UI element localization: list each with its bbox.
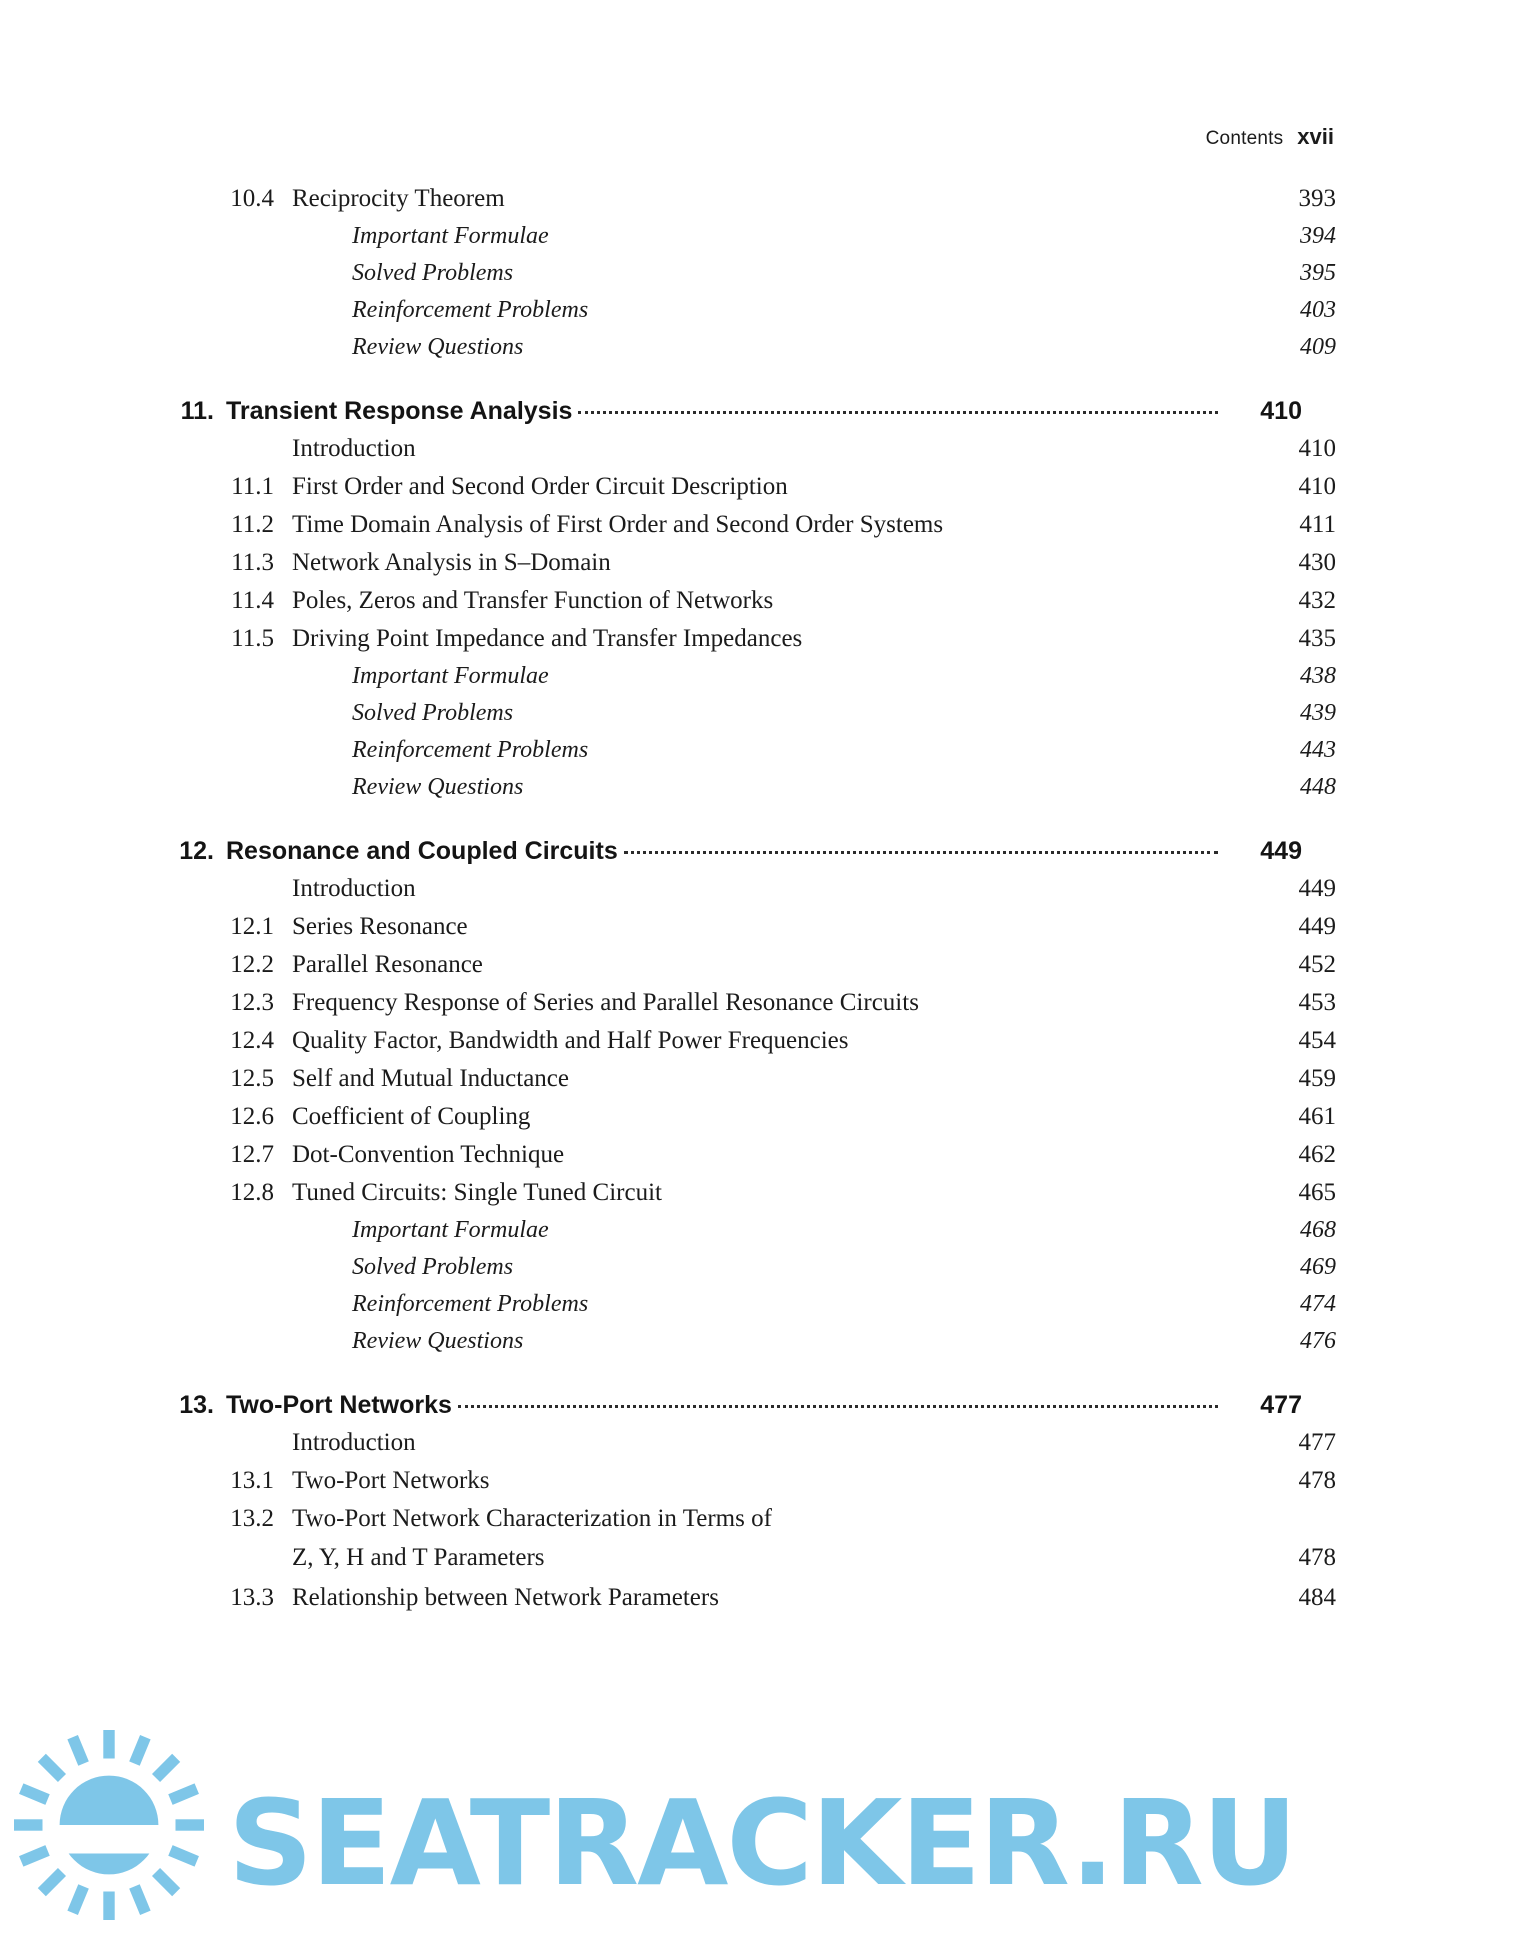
running-head-label: Contents [1205, 128, 1284, 149]
toc-section-title: Two-Port Networks [292, 1467, 490, 1494]
toc-section-number: 11.5 [231, 625, 274, 652]
spacer [523, 1347, 1264, 1348]
toc-page-number: 438 [1300, 663, 1336, 689]
toc-page-number: 410 [1260, 397, 1302, 425]
toc-page-number: 468 [1300, 1217, 1336, 1243]
spacer [505, 205, 1264, 206]
toc-section-title: First Order and Second Order Circuit Description [292, 473, 788, 500]
toc-subentry-title: Review Questions [352, 774, 524, 800]
toc-section-row[interactable] [196, 876, 1336, 901]
toc-page-number: 477 [1298, 1429, 1336, 1456]
toc-subentry-title: Review Questions [352, 334, 524, 360]
toc-section-title: Parallel Resonance [292, 951, 483, 978]
toc-section-title: Series Resonance [292, 913, 468, 940]
toc-page-number: 459 [1298, 1065, 1336, 1092]
spacer [919, 1009, 1264, 1010]
toc-section-title: Time Domain Analysis of First Order and Second Order Systems [292, 511, 944, 538]
spacer [849, 1047, 1264, 1048]
toc-subentry-title: Important Formulae [352, 223, 549, 249]
toc-section-title: Two-Port Network Characterization in Terms of [292, 1505, 772, 1532]
toc-section-number: 13.3 [230, 1584, 274, 1611]
toc-page-number: 478 [1298, 1467, 1336, 1494]
toc-section-row[interactable] [196, 1180, 1336, 1205]
toc-section-row[interactable] [196, 588, 1336, 613]
toc-section-title: Dot-Convention Technique [292, 1141, 565, 1168]
toc-subentry-row[interactable] [196, 775, 1336, 799]
toc-section-row[interactable] [196, 186, 1336, 211]
toc-chapter-row[interactable] [162, 1393, 1302, 1418]
spacer [416, 895, 1264, 896]
spacer [523, 793, 1264, 794]
toc-subentry-row[interactable] [196, 1218, 1336, 1242]
toc-page-number: 453 [1298, 989, 1336, 1016]
spacer [788, 493, 1264, 494]
spacer [611, 569, 1264, 570]
spacer [943, 531, 1264, 532]
toc-subentry-row[interactable] [196, 664, 1336, 688]
toc-subentry-row[interactable] [196, 1292, 1336, 1316]
spacer [569, 1085, 1264, 1086]
spacer [588, 316, 1264, 317]
watermark-text: SEATRACKER.RU [228, 1774, 1296, 1912]
toc-section-title: Quality Factor, Bandwidth and Half Power Frequencies [292, 1027, 849, 1054]
toc-page-number: 435 [1298, 625, 1336, 652]
toc-subentry-title: Solved Problems [352, 700, 514, 726]
toc-chapter-title: Two-Port Networks [226, 1391, 452, 1419]
toc-page-number: 410 [1298, 435, 1336, 462]
toc-subentry-row[interactable] [196, 1329, 1336, 1353]
toc-page-number: 484 [1298, 1584, 1336, 1611]
toc-subentry-title: Important Formulae [352, 663, 549, 689]
toc-page-number: 469 [1300, 1254, 1336, 1280]
toc-subentry-row[interactable] [196, 701, 1336, 725]
spacer [523, 353, 1264, 354]
toc-section-row[interactable] [196, 1066, 1336, 1091]
toc-section-number: 12.8 [230, 1179, 274, 1206]
toc-page-number: 454 [1298, 1027, 1336, 1054]
spacer [490, 1487, 1264, 1488]
toc-chapter-title: Transient Response Analysis [226, 397, 573, 425]
toc-page-number: 448 [1300, 774, 1336, 800]
toc-page-number: 439 [1300, 700, 1336, 726]
toc-section-row[interactable] [196, 1028, 1336, 1053]
table-of-contents [179, 185, 1336, 1623]
toc-section-title: Introduction [292, 435, 416, 462]
spacer [549, 682, 1264, 683]
toc-chapter-title: Resonance and Coupled Circuits [226, 837, 618, 865]
toc-section-number: 13.2 [230, 1505, 274, 1532]
toc-section-title: Reciprocity Theorem [292, 185, 505, 212]
toc-page-number: 452 [1298, 951, 1336, 978]
toc-subentry-row[interactable] [196, 224, 1336, 248]
spacer [588, 1310, 1264, 1311]
toc-page-number: 465 [1298, 1179, 1336, 1206]
toc-section-row[interactable] [196, 1104, 1336, 1129]
toc-page-number: 449 [1298, 875, 1336, 902]
toc-page-number: 449 [1298, 913, 1336, 940]
toc-section-title: Introduction [292, 875, 416, 902]
toc-section-number: 13.1 [230, 1467, 274, 1494]
toc-section-row[interactable] [196, 990, 1336, 1015]
running-head [1206, 124, 1334, 150]
toc-section-number: 12.2 [230, 951, 274, 978]
toc-section-title: Coefficient of Coupling [292, 1103, 531, 1130]
spacer [513, 279, 1264, 280]
toc-page-number: 478 [1298, 1544, 1336, 1571]
toc-section-number: 11.4 [231, 587, 274, 614]
toc-subentry-title: Solved Problems [352, 260, 514, 286]
sun-burst-icon [14, 1730, 204, 1920]
spacer [773, 607, 1264, 608]
toc-section-row[interactable] [196, 952, 1336, 977]
toc-subentry-row[interactable] [196, 738, 1336, 762]
toc-section-row[interactable] [196, 1468, 1336, 1493]
toc-section-row[interactable] [196, 914, 1336, 939]
toc-section-number: 12.6 [230, 1103, 274, 1130]
toc-section-row[interactable] [196, 1430, 1336, 1455]
toc-section-title: Frequency Response of Series and Parallel Resonance Circuits [292, 989, 919, 1016]
spacer [530, 1123, 1264, 1124]
toc-section-row[interactable] [196, 474, 1336, 499]
toc-subentry-title: Solved Problems [352, 1254, 514, 1280]
spacer [483, 971, 1264, 972]
spacer [545, 1564, 1264, 1565]
toc-page-number: 443 [1300, 737, 1336, 763]
spacer [772, 1525, 1264, 1526]
toc-section-number: 11.3 [231, 549, 274, 576]
toc-page-number: 394 [1300, 223, 1336, 249]
toc-section-row[interactable] [196, 1506, 1336, 1531]
toc-subentry-row[interactable] [196, 1255, 1336, 1279]
toc-section-title: Driving Point Impedance and Transfer Impedances [292, 625, 803, 652]
toc-section-number: 11.2 [231, 511, 274, 538]
toc-section-title: Poles, Zeros and Transfer Function of Networks [292, 587, 774, 614]
toc-section-title: Self and Mutual Inductance [292, 1065, 569, 1092]
toc-page-number: 409 [1300, 334, 1336, 360]
toc-chapter-number: 11. [180, 397, 214, 425]
toc-section-row[interactable] [196, 512, 1336, 537]
spacer [468, 933, 1264, 934]
toc-page-number: 477 [1260, 1391, 1302, 1419]
watermark [0, 1704, 1534, 1934]
toc-page-number: 462 [1298, 1141, 1336, 1168]
spacer [416, 1449, 1264, 1450]
toc-section-title: Relationship between Network Parameters [292, 1584, 719, 1611]
spacer [513, 1273, 1264, 1274]
toc-chapter-row[interactable] [162, 839, 1302, 864]
spacer [416, 455, 1264, 456]
toc-section-row[interactable] [196, 1585, 1336, 1610]
toc-section-title-line2: Z, Y, H and T Parameters [292, 1544, 545, 1571]
toc-subentry-title: Reinforcement Problems [352, 297, 589, 323]
toc-chapter-row[interactable] [162, 399, 1302, 424]
toc-section-row-continuation[interactable] [196, 1544, 1336, 1572]
spacer [719, 1604, 1264, 1605]
toc-section-number: 12.1 [230, 913, 274, 940]
toc-section-number: 11.1 [231, 473, 274, 500]
toc-subentry-title: Reinforcement Problems [352, 737, 589, 763]
toc-subentry-title: Reinforcement Problems [352, 1291, 589, 1317]
toc-section-title: Tuned Circuits: Single Tuned Circuit [292, 1179, 662, 1206]
leader-dots [624, 851, 1218, 854]
toc-section-row[interactable] [196, 1142, 1336, 1167]
toc-section-title: Network Analysis in S–Domain [292, 549, 611, 576]
toc-chapter-number: 13. [179, 1391, 214, 1419]
spacer [564, 1161, 1264, 1162]
toc-section-row[interactable] [196, 626, 1336, 651]
toc-page-number: 410 [1298, 473, 1336, 500]
toc-page-number: 430 [1298, 549, 1336, 576]
toc-subentry-row[interactable] [196, 261, 1336, 285]
toc-subentry-row[interactable] [196, 335, 1336, 359]
toc-page-number: 461 [1298, 1103, 1336, 1130]
toc-page-number: 411 [1299, 511, 1336, 538]
leader-dots [578, 411, 1218, 414]
toc-section-row[interactable] [196, 550, 1336, 575]
spacer [588, 756, 1264, 757]
toc-page-number: 474 [1300, 1291, 1336, 1317]
toc-subentry-title: Review Questions [352, 1328, 524, 1354]
toc-chapter-number: 12. [179, 837, 214, 865]
spacer [549, 242, 1264, 243]
toc-subentry-title: Important Formulae [352, 1217, 549, 1243]
toc-section-number: 12.5 [230, 1065, 274, 1092]
toc-page-number: 476 [1300, 1328, 1336, 1354]
toc-section-number: 12.4 [230, 1027, 274, 1054]
toc-page-number: 403 [1300, 297, 1336, 323]
toc-section-number: 10.4 [230, 185, 274, 212]
spacer [662, 1199, 1264, 1200]
toc-page-number: 393 [1298, 185, 1336, 212]
toc-subentry-row[interactable] [196, 298, 1336, 322]
spacer [802, 645, 1264, 646]
toc-page-number: 395 [1300, 260, 1336, 286]
toc-section-row[interactable] [196, 436, 1336, 461]
toc-section-number: 12.3 [230, 989, 274, 1016]
leader-dots [458, 1405, 1218, 1408]
toc-page-number: 449 [1260, 837, 1302, 865]
page-folio: xvii [1297, 124, 1334, 149]
toc-page-number: 432 [1298, 587, 1336, 614]
spacer [513, 719, 1264, 720]
toc-section-title: Introduction [292, 1429, 416, 1456]
spacer [549, 1236, 1264, 1237]
toc-section-number: 12.7 [230, 1141, 274, 1168]
